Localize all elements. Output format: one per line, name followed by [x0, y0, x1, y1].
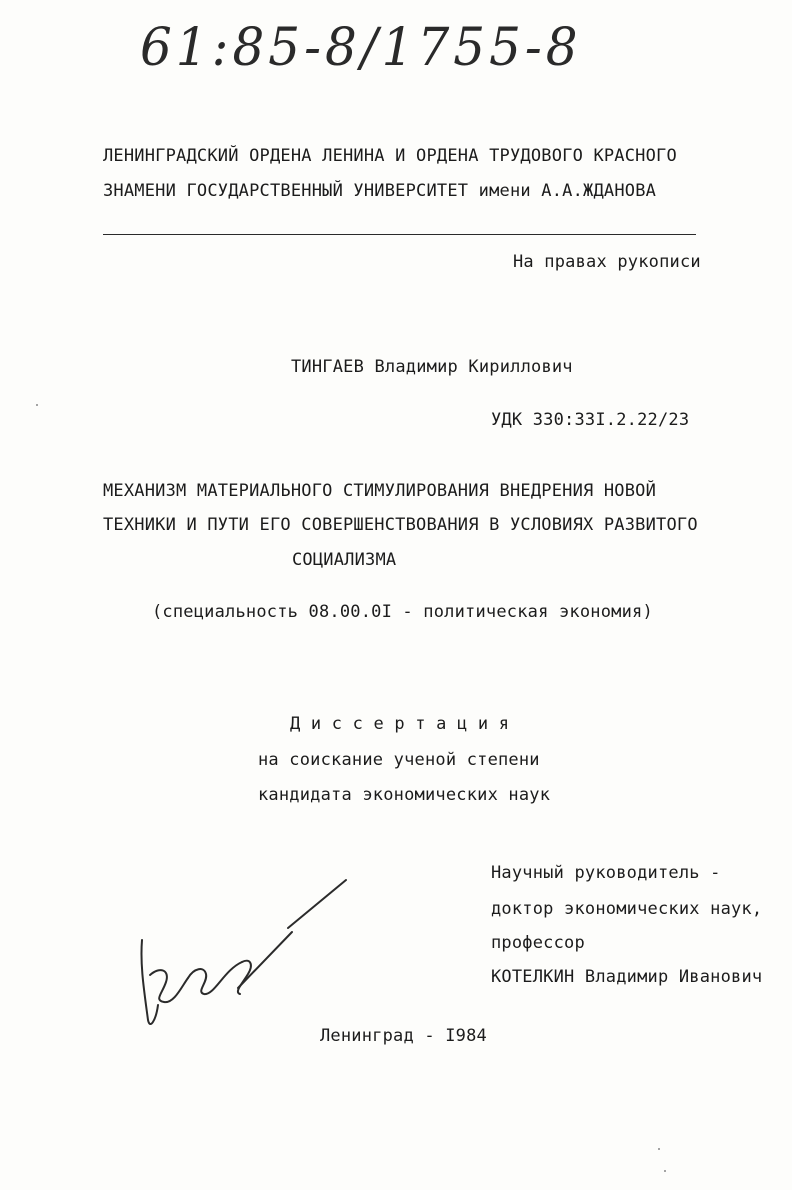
supervisor-name — [491, 967, 762, 987]
scan-speck — [658, 1148, 660, 1150]
city-year: Ленинград - I984 — [320, 1026, 487, 1046]
author-name — [291, 357, 573, 377]
university-line-1: ЛЕНИНГРАДСКИЙ ОРДЕНА ЛЕНИНА И ОРДЕНА ТРУДОВОГО КРАСНОГО — [103, 146, 677, 166]
dissertation-word: Д и с с е р т а ц и я — [290, 714, 510, 734]
supervisor-line-2: доктор экономических наук, — [491, 899, 763, 919]
title-line-1: МЕХАНИЗМ МАТЕРИАЛЬНОГО СТИМУЛИРОВАНИЯ ВНЕДРЕНИЯ НОВОЙ — [103, 481, 657, 501]
supervisor-given-names: Владимир Иванович — [584, 967, 763, 987]
degree-line-3: кандидата экономических наук — [258, 785, 551, 805]
title-line-2: ТЕХНИКИ И ПУТИ ЕГО СОВЕРШЕНСТВОВАНИЯ В УСЛОВИЯХ РАЗВИТОГО — [103, 515, 698, 535]
author-given-names: Владимир Кириллович — [374, 357, 573, 377]
signature — [130, 870, 370, 1040]
supervisor-line-3: профессор — [491, 933, 585, 953]
scan-speck — [664, 1170, 666, 1172]
udc-code: УДК 330:33I.2.22/23 — [491, 410, 690, 430]
university-name: ЗНАМЕНИ ГОСУДАРСТВЕННЫЙ УНИВЕРСИТЕТ — [103, 181, 469, 201]
header-divider — [103, 234, 696, 235]
rights-note: На правах рукописи — [513, 252, 701, 272]
supervisor-surname: КОТЕЛКИН — [491, 967, 575, 987]
archive-code-handwritten: 61:85-8/1755-8 — [140, 16, 582, 78]
specialty: (специальность 08.00.0I - политическая экономия) — [152, 602, 653, 622]
scan-speck — [36, 404, 38, 406]
university-named-after: имени А.А.ЖДАНОВА — [478, 181, 657, 201]
degree-line-2: на соискание ученой степени — [258, 750, 540, 770]
supervisor-line-1: Научный руководитель - — [491, 863, 721, 883]
university-line-2 — [103, 181, 656, 201]
title-line-3: СОЦИАЛИЗМА — [292, 550, 397, 570]
author-surname: ТИНГАЕВ — [291, 357, 365, 377]
